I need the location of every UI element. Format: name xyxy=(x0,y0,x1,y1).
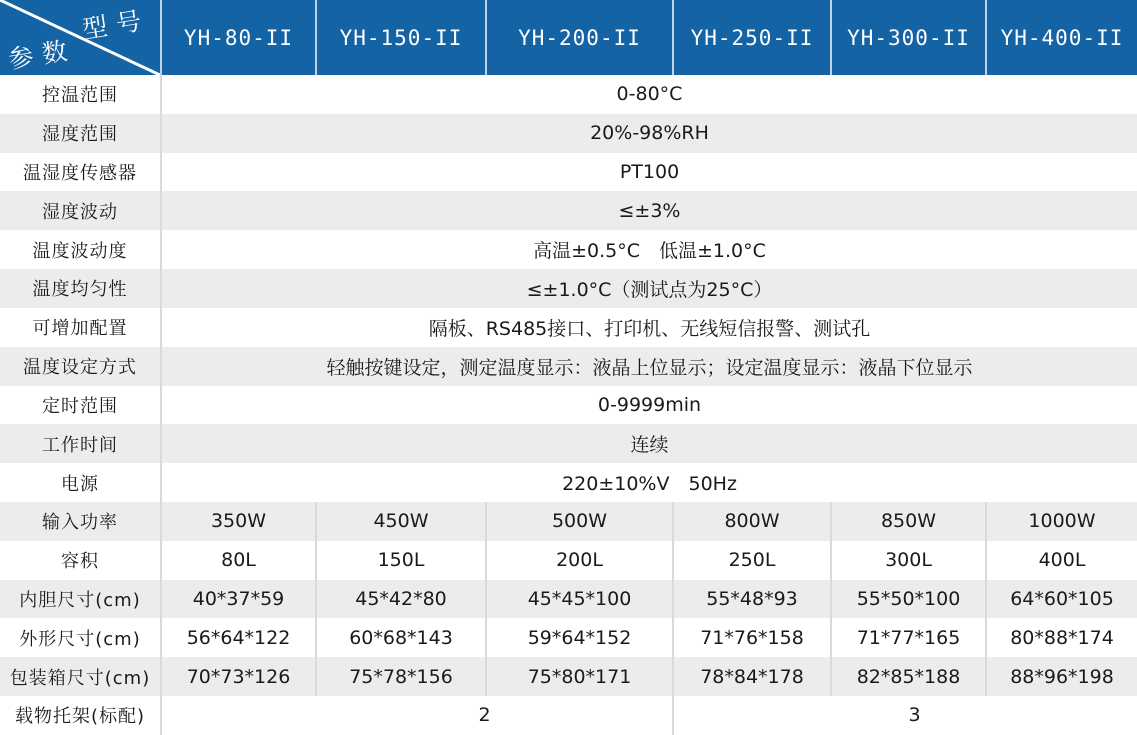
row-label: 容积 xyxy=(61,551,99,573)
table-row xyxy=(0,541,1137,580)
spec-value-split-left: 2 xyxy=(160,696,672,735)
spec-value-span: 220±10%V 50Hz xyxy=(160,463,1137,502)
spec-value-cell: 40*37*59 xyxy=(160,580,315,619)
spec-value-cell: 71*77*165 xyxy=(830,618,985,657)
spec-value-cell: 82*85*188 xyxy=(830,657,985,696)
row-label: 温度波动度 xyxy=(32,240,128,262)
spec-value-span: 0-9999min xyxy=(160,386,1137,425)
corner-label-parameter: 参数 xyxy=(6,34,79,75)
spec-value-span: 0-80°C xyxy=(160,75,1137,114)
row-label: 湿度范围 xyxy=(42,124,118,146)
row-label: 控温范围 xyxy=(42,85,118,107)
row-label: 湿度波动 xyxy=(42,201,118,223)
spec-value-span: ≤±1.0°C（测试点为25°C） xyxy=(160,269,1137,308)
row-label: 定时范围 xyxy=(42,395,118,417)
table-row xyxy=(0,424,1137,463)
table-row xyxy=(0,502,1137,541)
table-row xyxy=(0,153,1137,192)
row-label: 内胆尺寸(cm) xyxy=(19,589,141,611)
table-row xyxy=(0,618,1137,657)
spec-value-cell: 59*64*152 xyxy=(485,618,672,657)
table-row xyxy=(0,580,1137,619)
table-body xyxy=(0,75,1137,735)
spec-value-cell: 56*64*122 xyxy=(160,618,315,657)
row-label: 温度均匀性 xyxy=(32,279,128,301)
spec-value-cell: 70*73*126 xyxy=(160,657,315,696)
row-label: 电源 xyxy=(61,473,99,495)
header-model-yh-200: YH-200-II xyxy=(485,0,672,75)
spec-value-span: 连续 xyxy=(160,424,1137,463)
spec-value-span: 20%-98%RH xyxy=(160,114,1137,153)
spec-value-span: ≤±3% xyxy=(160,191,1137,230)
spec-value-cell: 55*48*93 xyxy=(672,580,830,619)
header-model-yh-300: YH-300-II xyxy=(830,0,985,75)
header-model-yh-150: YH-150-II xyxy=(315,0,485,75)
table-row xyxy=(0,347,1137,386)
spec-value-cell: 80L xyxy=(160,541,315,580)
spec-value-cell: 80*88*174 xyxy=(985,618,1137,657)
table-row xyxy=(0,230,1137,269)
table-header-row xyxy=(0,0,1137,75)
spec-value-cell: 800W xyxy=(672,502,830,541)
row-label: 载物托架(标配) xyxy=(14,706,146,728)
header-corner-cell xyxy=(0,0,160,75)
spec-value-cell: 75*80*171 xyxy=(485,657,672,696)
table-row xyxy=(0,75,1137,114)
spec-value-cell: 850W xyxy=(830,502,985,541)
table-row xyxy=(0,386,1137,425)
spec-value-cell: 450W xyxy=(315,502,485,541)
spec-value-cell: 45*42*80 xyxy=(315,580,485,619)
spec-value-cell: 200L xyxy=(485,541,672,580)
row-label: 温度设定方式 xyxy=(23,357,137,379)
spec-value-span: 高温±0.5°C 低温±1.0°C xyxy=(160,230,1137,269)
spec-value-split-right: 3 xyxy=(672,696,1137,735)
spec-value-cell: 1000W xyxy=(985,502,1137,541)
spec-value-cell: 88*96*198 xyxy=(985,657,1137,696)
table-row xyxy=(0,191,1137,230)
row-label: 可增加配置 xyxy=(32,318,128,340)
row-label: 工作时间 xyxy=(42,434,118,456)
table-row xyxy=(0,114,1137,153)
row-label: 外形尺寸(cm) xyxy=(19,628,141,650)
corner-label-model: 型号 xyxy=(80,4,153,45)
spec-value-cell: 55*50*100 xyxy=(830,580,985,619)
header-model-yh-250: YH-250-II xyxy=(672,0,830,75)
row-label: 温湿度传感器 xyxy=(23,163,137,185)
spec-value-span: 隔板、RS485接口、打印机、无线短信报警、测试孔 xyxy=(160,308,1137,347)
spec-value-cell: 400L xyxy=(985,541,1137,580)
spec-value-cell: 250L xyxy=(672,541,830,580)
spec-value-cell: 64*60*105 xyxy=(985,580,1137,619)
table-row xyxy=(0,308,1137,347)
spec-value-cell: 60*68*143 xyxy=(315,618,485,657)
spec-value-cell: 75*78*156 xyxy=(315,657,485,696)
table-row xyxy=(0,463,1137,502)
header-model-yh-400: YH-400-II xyxy=(985,0,1137,75)
spec-value-cell: 350W xyxy=(160,502,315,541)
row-label: 包装箱尺寸(cm) xyxy=(9,667,151,689)
spec-value-cell: 300L xyxy=(830,541,985,580)
spec-value-span: 轻触按键设定，测定温度显示：液晶上位显示；设定温度显示：液晶下位显示 xyxy=(160,347,1137,386)
spec-value-cell: 45*45*100 xyxy=(485,580,672,619)
spec-value-cell: 78*84*178 xyxy=(672,657,830,696)
table-row xyxy=(0,269,1137,308)
spec-value-span: PT100 xyxy=(160,153,1137,192)
spec-value-cell: 71*76*158 xyxy=(672,618,830,657)
spec-value-cell: 150L xyxy=(315,541,485,580)
row-label: 输入功率 xyxy=(42,512,118,534)
table-row xyxy=(0,696,1137,735)
spec-value-cell: 500W xyxy=(485,502,672,541)
table-row xyxy=(0,657,1137,696)
header-model-yh-80: YH-80-II xyxy=(160,0,315,75)
